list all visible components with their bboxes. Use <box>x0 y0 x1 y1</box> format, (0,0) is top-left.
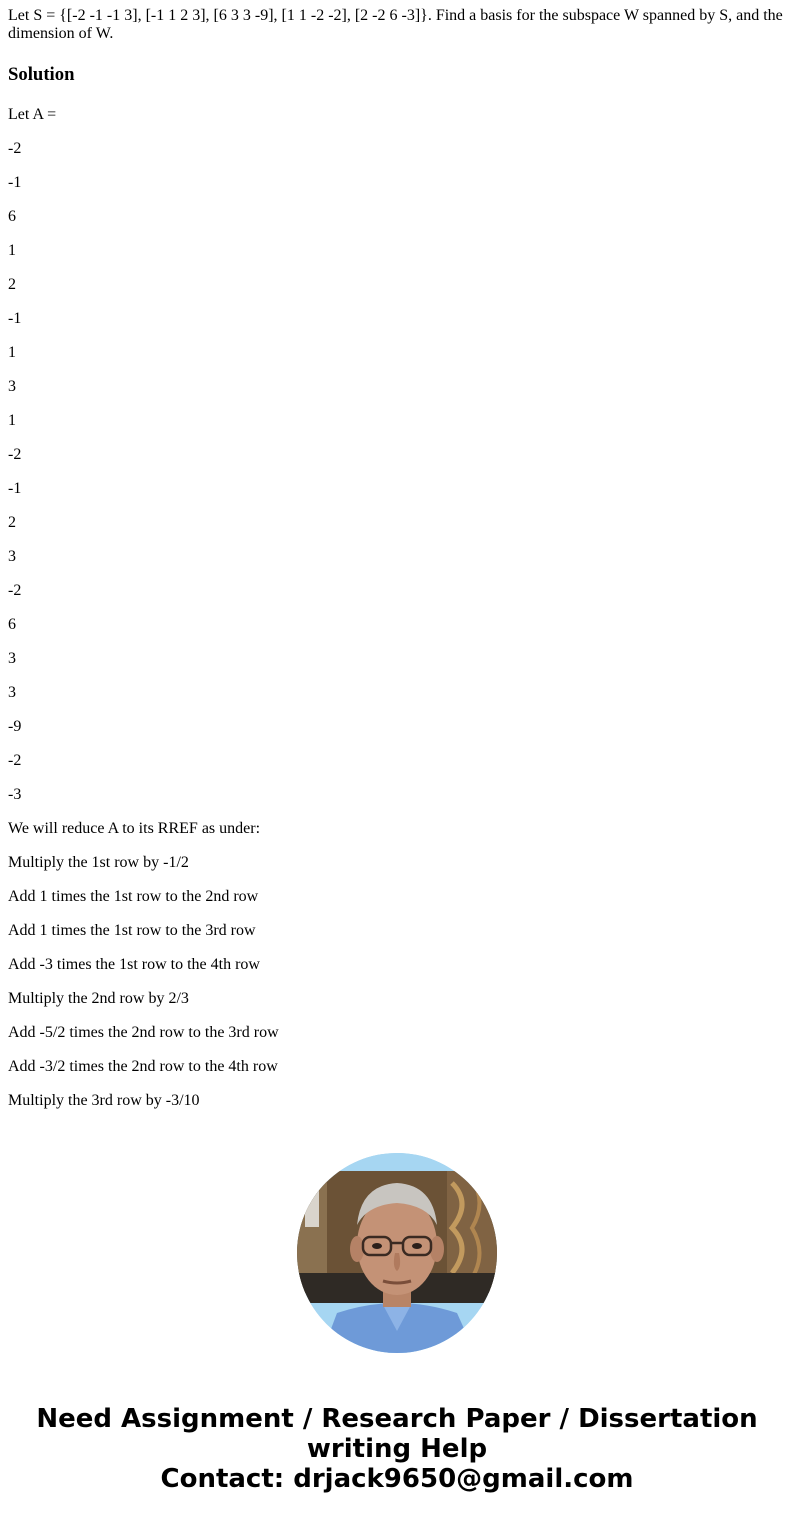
promo-line-1: Need Assignment / Research Paper / Dissertation <box>36 1404 758 1434</box>
matrix-entry: -1 <box>8 174 22 191</box>
rref-step: Multiply the 2nd row by 2/3 <box>8 990 189 1007</box>
rref-steps <box>8 820 788 1110</box>
rref-step: Add -3/2 times the 2nd row to the 4th row <box>8 1058 278 1075</box>
matrix-entry: 3 <box>8 684 16 701</box>
promo-contact-line: Contact: drjack9650@gmail.com <box>160 1464 634 1494</box>
matrix-entry: -2 <box>8 446 22 463</box>
matrix-entry-list <box>8 140 788 804</box>
matrix-entry: 2 <box>8 276 16 293</box>
matrix-entry: 1 <box>8 242 16 259</box>
matrix-entry: 3 <box>8 650 16 667</box>
matrix-entry: -2 <box>8 582 22 599</box>
matrix-entry: 1 <box>8 412 16 429</box>
rref-step: Add -3 times the 1st row to the 4th row <box>8 956 260 973</box>
solution-heading: Solution <box>8 64 75 85</box>
matrix-entry: 3 <box>8 548 16 565</box>
matrix-entry: -1 <box>8 310 22 327</box>
matrix-entry: 3 <box>8 378 16 395</box>
question-text: Let S = {[-2 -1 -1 3], [-1 1 2 3], [6 3 3 -9], [1 1 -2 -2], [2 -2 6 -3]}. Find a basis for the subspace W spanned by S, and the dimension of W. <box>8 7 783 42</box>
matrix-entry: -2 <box>8 752 22 769</box>
matrix-entry: -3 <box>8 786 22 803</box>
avatar-portrait-graphic <box>297 1153 497 1353</box>
promo-line-2: writing Help <box>306 1434 488 1464</box>
matrix-entry: 6 <box>8 616 16 633</box>
rref-step: Multiply the 3rd row by -3/10 <box>8 1092 200 1109</box>
rref-step: Add 1 times the 1st row to the 3rd row <box>8 922 256 939</box>
matrix-entry: 2 <box>8 514 16 531</box>
promo-banner <box>0 1404 794 1494</box>
matrix-entry: 1 <box>8 344 16 361</box>
rref-step: Add -5/2 times the 2nd row to the 3rd row <box>8 1024 279 1041</box>
matrix-entry: -9 <box>8 718 22 735</box>
document-content <box>8 7 788 1110</box>
author-avatar <box>297 1153 497 1353</box>
rref-step: Multiply the 1st row by -1/2 <box>8 854 189 871</box>
rref-intro-text: We will reduce A to its RREF as under: <box>8 820 261 837</box>
let-a-text: Let A = <box>8 106 57 123</box>
rref-step: Add 1 times the 1st row to the 2nd row <box>8 888 259 905</box>
matrix-entry: -1 <box>8 480 22 497</box>
matrix-entry: 6 <box>8 208 16 225</box>
matrix-entry: -2 <box>8 140 22 157</box>
